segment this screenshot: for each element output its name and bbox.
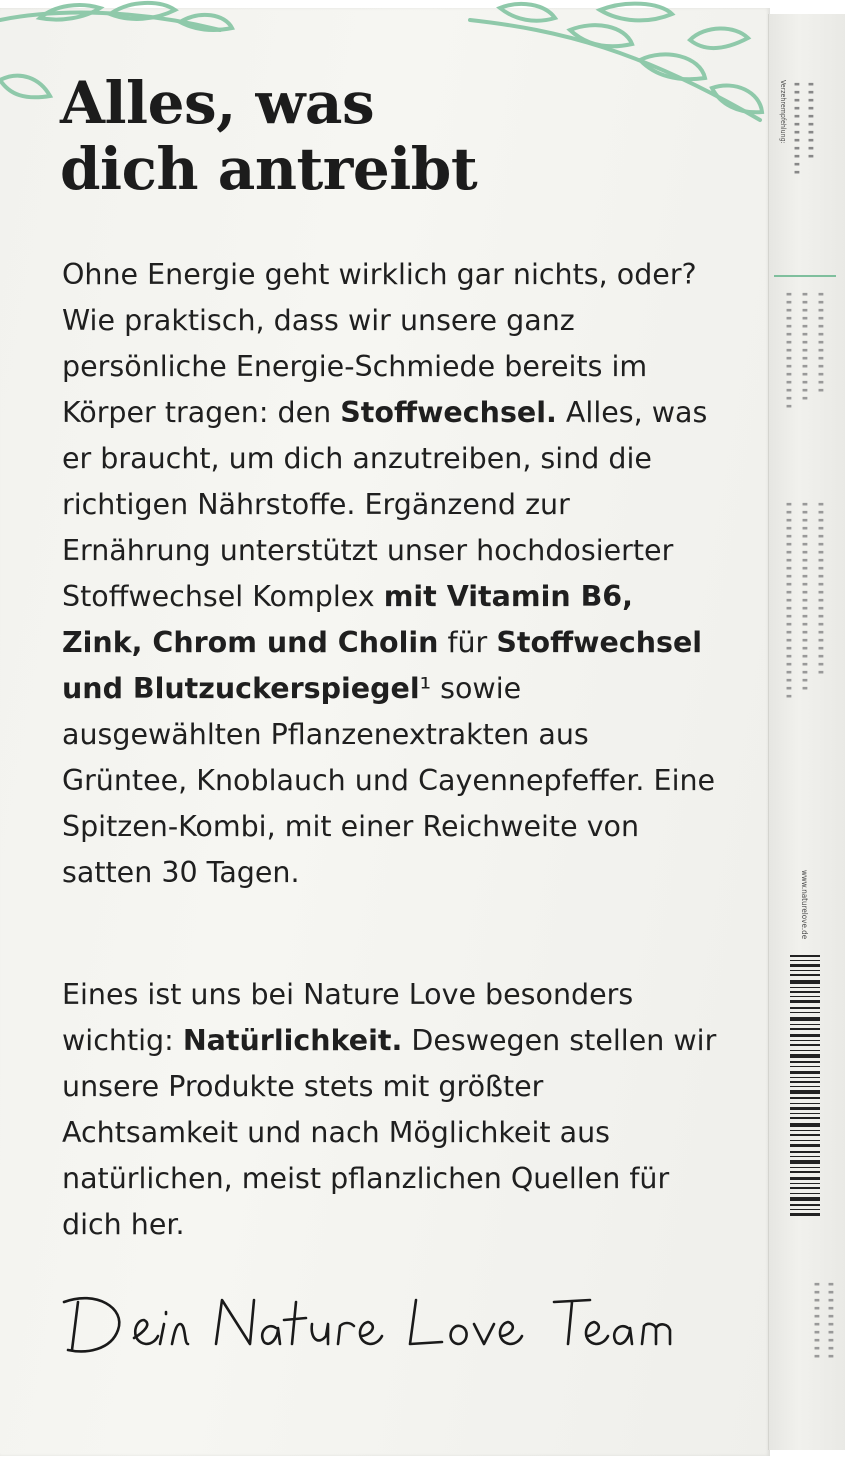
description-paragraph-1: [62, 252, 722, 896]
side-divider: [774, 275, 836, 277]
side-heading: Verzehrempfehlung:: [779, 80, 787, 144]
page-title: [60, 70, 620, 202]
text-run-bold: Stoffwechsel und Blutzuckerspiegel: [62, 626, 703, 705]
text-run: Deswegen stellen wir unsere Produkte stets mit größter Achtsamkeit und nach Möglichkeit aus natürlichen, meist pflanzlichen Quellen für dich her.: [62, 1024, 717, 1241]
text-run: Eines ist uns bei Nature Love besonders wichtig:: [62, 978, 634, 1057]
footnote-marker: ¹: [419, 672, 432, 705]
text-run: für: [438, 626, 497, 659]
side-text-lines: ▬▬▬▬▬▬▬▬▬▬▬▬▬▬: [801, 290, 809, 402]
side-text-lines: ▬▬▬▬▬▬▬▬▬▬: [827, 1280, 835, 1360]
text-run: sowie ausgewählten Pflanzenextrakten aus Grüntee, Knoblauch und Cayennepfeffer. Eine Spitzen-Kombi, mit einer Reichweite von satten 30 Tagen.: [62, 672, 716, 889]
description-paragraph-2: [62, 972, 722, 1248]
text-run-bold: mit Vitamin B6, Zink, Chrom und Cholin: [62, 580, 633, 659]
text-run-bold: Natürlichkeit.: [182, 1024, 403, 1057]
title-line-1: Alles, was: [60, 69, 375, 137]
side-text-lines: ▬▬▬▬▬▬▬▬▬▬: [807, 80, 815, 160]
handwritten-signature: [56, 1280, 716, 1370]
title-line-2: dich antreibt: [60, 135, 478, 203]
side-text-lines: ▬▬▬▬▬▬▬▬▬▬▬▬▬▬▬▬▬▬▬▬▬▬▬▬: [801, 500, 809, 692]
side-text-lines: ▬▬▬▬▬▬▬▬▬▬▬▬▬▬▬: [785, 290, 793, 410]
text-run-bold: Stoffwechsel.: [340, 396, 557, 429]
side-text-lines: ▬▬▬▬▬▬▬▬▬▬: [813, 1280, 821, 1360]
side-text-lines: ▬▬▬▬▬▬▬▬▬▬▬▬▬: [817, 290, 825, 394]
text-run: Ohne Energie geht wirklich gar nichts, oder? Wie praktisch, dass wir unsere ganz persönliche Energie-Schmiede bereits im Körper tragen: den: [62, 258, 697, 429]
side-text-lines: ▬▬▬▬▬▬▬▬▬▬▬▬▬▬▬▬▬▬▬▬▬▬▬▬▬: [785, 500, 793, 700]
side-text-lines: ▬▬▬▬▬▬▬▬▬▬▬▬: [793, 80, 801, 176]
barcode-icon: [790, 955, 820, 1255]
side-text-lines: ▬▬▬▬▬▬▬▬▬▬▬▬▬▬▬▬▬▬▬▬▬▬: [817, 500, 825, 676]
text-run: Alles, was er braucht, um dich anzutreiben, sind die richtigen Nährstoffe. Ergänzend zur Ernährung unterstützt unser hochdosierter Stoffwechsel Komplex: [62, 396, 708, 613]
side-url: www.naturelove.de: [800, 870, 809, 940]
